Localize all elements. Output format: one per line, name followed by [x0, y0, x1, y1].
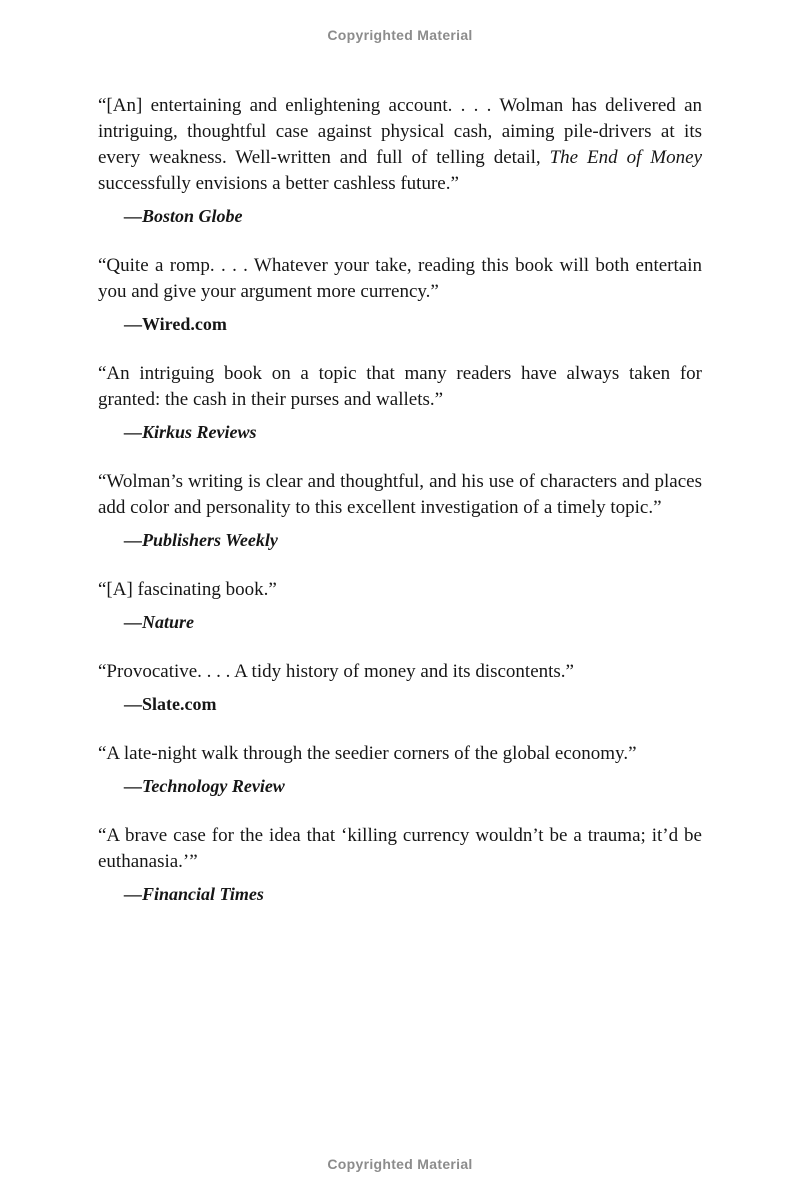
- review-quote: [98, 469, 702, 521]
- review-block: [98, 659, 702, 717]
- quote-text: “[A] fascinating book.”: [98, 579, 277, 600]
- review-quote: [98, 253, 702, 305]
- quote-text: “Quite a romp. . . . Whatever your take, reading this book will both entertain you and give your argument more currency.”: [98, 255, 702, 302]
- review-block: [98, 93, 702, 229]
- review-attribution: —Financial Times: [124, 884, 264, 904]
- quote-text: “Provocative. . . . A tidy history of money and its discontents.”: [98, 661, 574, 682]
- review-attribution: —Publishers Weekly: [124, 530, 278, 550]
- review-quote: [98, 659, 702, 685]
- review-quote: [98, 823, 702, 875]
- review-block: [98, 361, 702, 445]
- review-attribution: —Nature: [124, 612, 195, 632]
- review-quote: [98, 741, 702, 767]
- quote-text: “[An] entertaining and enlightening account. . . . Wolman has delivered an intriguing, thoughtful case against physical cash, aiming pile-drivers at its every weakness. Well-written and full of telling detail,: [98, 95, 702, 168]
- review-quote: [98, 93, 702, 197]
- review-block: [98, 253, 702, 337]
- review-attribution: —Boston Globe: [124, 206, 243, 226]
- reviews-list: [98, 93, 702, 931]
- quote-text: “Wolman’s writing is clear and thoughtful, and his use of characters and places add color and personality to this excellent investigation of a timely topic.”: [98, 471, 702, 518]
- quote-text: “An intriguing book on a topic that many readers have always taken for granted: the cash in their purses and wallets.”: [98, 363, 702, 410]
- review-attribution: —Kirkus Reviews: [124, 422, 257, 442]
- review-block: [98, 741, 702, 799]
- review-quote: [98, 577, 702, 603]
- review-attribution: —Slate.com: [124, 694, 217, 714]
- copyright-notice-top: Copyrighted Material: [327, 27, 473, 43]
- review-block: [98, 577, 702, 635]
- quote-text: “A late-night walk through the seedier corners of the global economy.”: [98, 743, 637, 764]
- book-title-italic: The End of Money: [549, 147, 702, 168]
- review-block: [98, 469, 702, 553]
- review-attribution: —Technology Review: [124, 776, 285, 796]
- copyright-notice-bottom: Copyrighted Material: [327, 1156, 473, 1172]
- review-attribution: —Wired.com: [124, 314, 227, 334]
- review-block: [98, 823, 702, 907]
- quote-text: “A brave case for the idea that ‘killing currency wouldn’t be a trauma; it’d be euthanasia.’”: [98, 825, 702, 872]
- quote-text: successfully envisions a better cashless future.”: [98, 173, 459, 194]
- review-quote: [98, 361, 702, 413]
